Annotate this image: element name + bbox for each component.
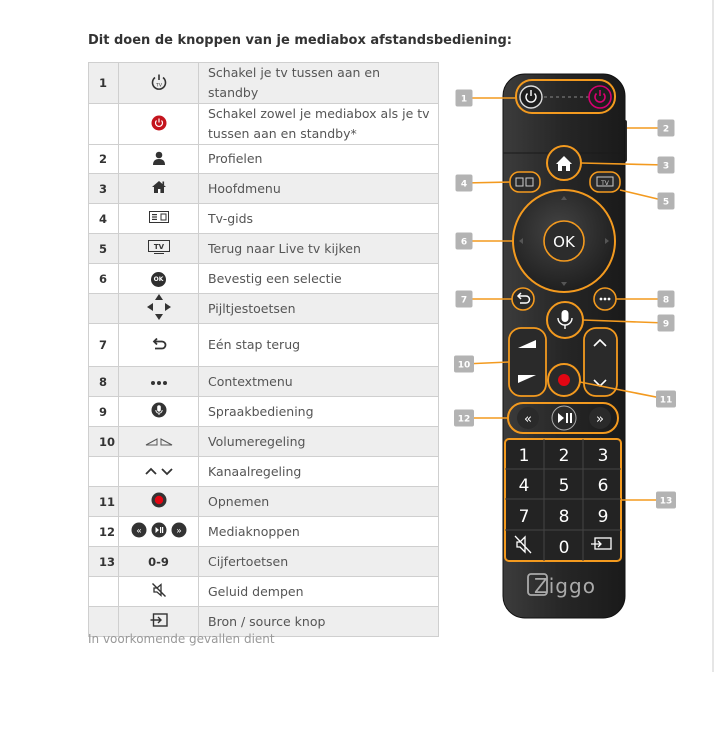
table-row — [89, 367, 439, 397]
mediabox-power-button — [589, 86, 611, 108]
svg-text:13: 13 — [659, 496, 673, 507]
tv-guide-button — [510, 172, 540, 192]
tv-guide-icon — [119, 204, 199, 234]
callout-12 — [454, 410, 508, 427]
svg-text:4: 4 — [460, 179, 468, 190]
row-number: 10 — [89, 427, 119, 457]
row-description: Schakel je tv tussen aan en standby — [199, 63, 439, 104]
table-row — [89, 63, 439, 104]
row-description: Schakel zowel je mediabox als je tv tussen aan en standby* — [199, 104, 439, 145]
svg-text:11: 11 — [659, 395, 673, 406]
key-6: 6 — [597, 476, 609, 496]
row-description: Eén stap terug — [199, 324, 439, 367]
row-number: 1 — [89, 63, 119, 104]
key-8: 8 — [558, 507, 570, 527]
row-description: Bron / source knop — [199, 607, 439, 637]
row-description: Spraakbediening — [199, 397, 439, 427]
key-5: 5 — [558, 476, 570, 496]
table-row — [89, 264, 439, 294]
svg-text:»: » — [596, 412, 604, 427]
row-number: 3 — [89, 174, 119, 204]
ziggo-logo: Ziggo — [534, 574, 596, 598]
row-description: Cijfertoetsen — [199, 547, 439, 577]
row-number: 8 — [89, 367, 119, 397]
page-edge-line — [712, 0, 714, 672]
row-description: Volumeregeling — [199, 427, 439, 457]
table-row — [89, 457, 439, 487]
table-row — [89, 104, 439, 145]
table-row — [89, 204, 439, 234]
live-tv-icon — [119, 234, 199, 264]
callout-10 — [454, 356, 509, 373]
row-description: Terug naar Live tv kijken — [199, 234, 439, 264]
back-button — [512, 288, 534, 310]
svg-text:2: 2 — [662, 124, 670, 135]
key-4: 4 — [518, 476, 530, 496]
callout-4 — [456, 175, 511, 192]
row-number: 9 — [89, 397, 119, 427]
table-row — [89, 517, 439, 547]
svg-text:»: » — [175, 526, 182, 537]
row-description: Kanaalregeling — [199, 457, 439, 487]
key-7: 7 — [518, 507, 530, 527]
key-0: 0 — [558, 538, 570, 558]
table-row — [89, 487, 439, 517]
table-row — [89, 547, 439, 577]
row-number — [89, 294, 119, 324]
key-2: 2 — [558, 446, 570, 466]
svg-text:6: 6 — [460, 237, 468, 248]
svg-text:«: « — [135, 526, 142, 537]
row-description: Geluid dempen — [199, 577, 439, 607]
remote-control-diagram — [440, 60, 680, 630]
row-number — [89, 104, 119, 145]
callout-2 — [627, 120, 675, 137]
media-keys-icon — [119, 517, 199, 547]
row-description: Bevestig een selectie — [199, 264, 439, 294]
page-title: Dit doen de knoppen van je mediabox afstandsbediening: — [88, 33, 513, 48]
row-description: Mediaknoppen — [199, 517, 439, 547]
row-number — [89, 577, 119, 607]
table-row — [89, 145, 439, 174]
tv-power-button — [520, 86, 542, 108]
row-number: 12 — [89, 517, 119, 547]
svg-text:8: 8 — [662, 295, 670, 306]
table-row — [89, 234, 439, 264]
key-1: 1 — [518, 446, 530, 466]
footnote-text: In voorkomende gevallen dient — [88, 632, 275, 646]
table-row — [89, 174, 439, 204]
table-row — [89, 577, 439, 607]
record-icon — [119, 487, 199, 517]
table-row — [89, 324, 439, 367]
table-row — [89, 427, 439, 457]
row-number: 6 — [89, 264, 119, 294]
row-description: Hoofdmenu — [199, 174, 439, 204]
key-3: 3 — [597, 446, 609, 466]
svg-text:3: 3 — [662, 161, 670, 172]
arrow-keys-icon — [119, 294, 199, 324]
row-description: Opnemen — [199, 487, 439, 517]
table-row — [89, 294, 439, 324]
row-number — [89, 457, 119, 487]
volume-rocker — [509, 328, 546, 396]
svg-text:7: 7 — [460, 295, 468, 306]
row-description: Contextmenu — [199, 367, 439, 397]
key-9: 9 — [597, 507, 609, 527]
row-number: 11 — [89, 487, 119, 517]
svg-text:TV: TV — [153, 243, 164, 251]
svg-text:TV: TV — [155, 83, 162, 88]
row-number: 13 — [89, 547, 119, 577]
svg-text:5: 5 — [662, 197, 670, 208]
svg-text:9: 9 — [662, 319, 670, 330]
digits-icon: 0-9 — [119, 547, 199, 577]
ok-label: OK — [553, 233, 575, 251]
mute-icon — [119, 577, 199, 607]
profile-icon — [119, 145, 199, 174]
svg-text:1: 1 — [460, 94, 468, 105]
table-row — [89, 397, 439, 427]
row-description: Pijltjestoetsen — [199, 294, 439, 324]
callout-13 — [621, 492, 676, 509]
row-description: Profielen — [199, 145, 439, 174]
svg-text:10: 10 — [457, 360, 471, 371]
row-number: 5 — [89, 234, 119, 264]
microphone-icon — [119, 397, 199, 427]
row-number: 4 — [89, 204, 119, 234]
home-icon — [119, 174, 199, 204]
row-number: 2 — [89, 145, 119, 174]
context-icon — [119, 367, 199, 397]
svg-text:TV: TV — [601, 180, 609, 187]
svg-text:«: « — [524, 412, 532, 427]
callout-5 — [620, 190, 675, 210]
row-description: Tv-gids — [199, 204, 439, 234]
mediabox-power-icon — [119, 104, 199, 145]
tv-power-icon — [119, 63, 199, 104]
svg-text:12: 12 — [457, 414, 471, 425]
volume-icon — [119, 427, 199, 457]
back-icon — [119, 324, 199, 367]
row-number: 7 — [89, 324, 119, 367]
ok-icon: OK — [119, 264, 199, 294]
channel-icon — [119, 457, 199, 487]
